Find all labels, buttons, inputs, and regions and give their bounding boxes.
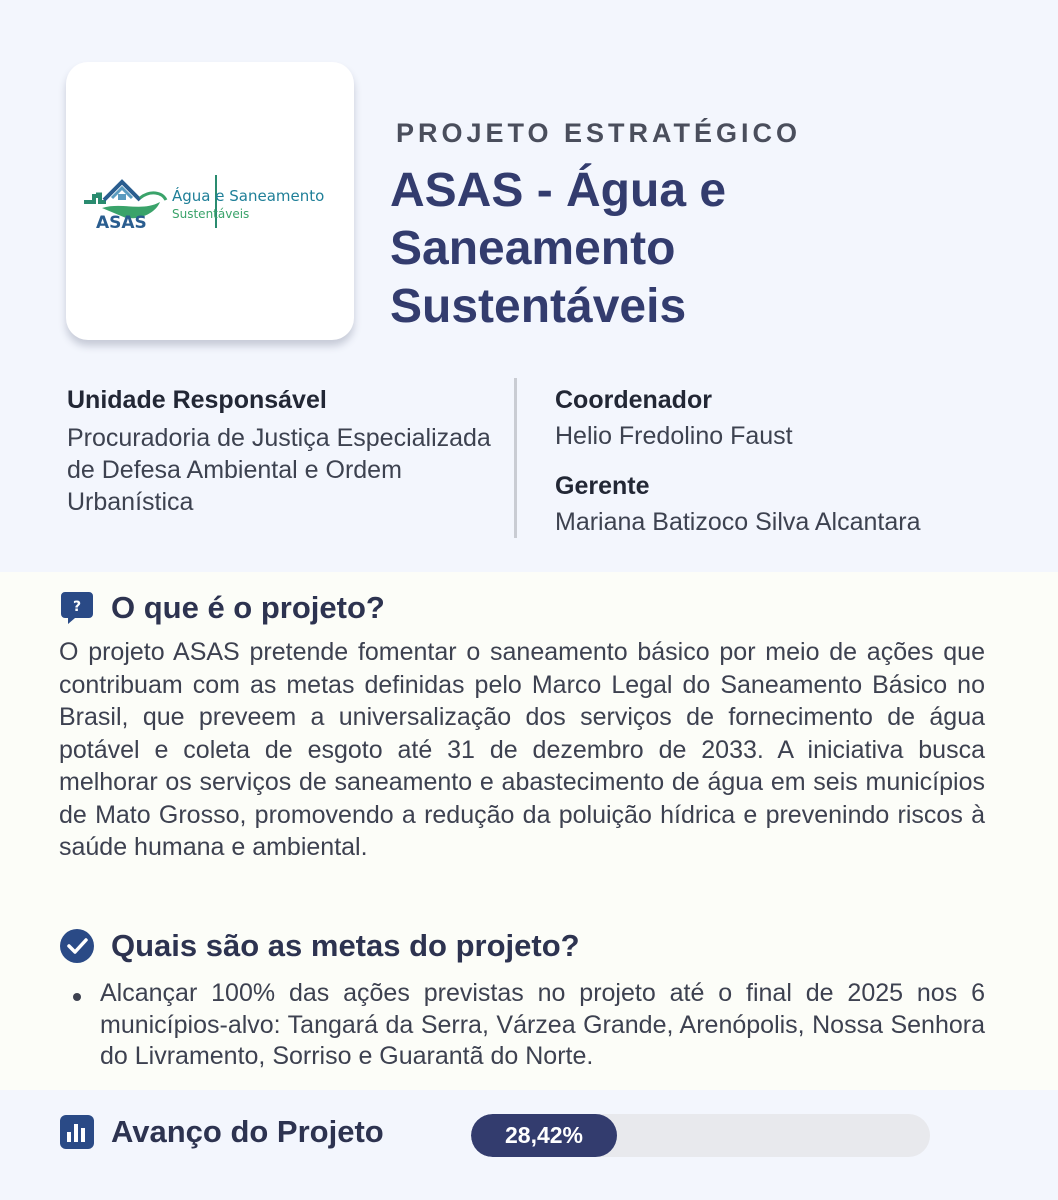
goals-heading-row	[59, 928, 580, 964]
progress-fill	[471, 1114, 617, 1157]
unit-block	[67, 384, 497, 518]
logo-subtitle: Sustentáveis	[172, 207, 250, 221]
progress-heading-row	[59, 1114, 384, 1150]
progress-label: Avanço do Projeto	[111, 1114, 384, 1149]
check-circle-icon	[59, 928, 95, 964]
page-title: ASAS - Água e Saneamento Sustentáveis	[390, 164, 727, 333]
progress-value: 28,42%	[504, 1122, 583, 1148]
logo-card	[66, 62, 354, 340]
logo-title: Água e Saneamento	[172, 187, 325, 205]
info-divider	[514, 378, 517, 538]
people-block	[555, 384, 1015, 538]
svg-text:ASAS: ASAS	[96, 213, 147, 232]
content-section	[0, 572, 1058, 1090]
coordinator-value: Helio Fredolino Faust	[555, 422, 793, 450]
goals-heading: Quais são as metas do projeto?	[111, 928, 580, 963]
bar-chart-icon	[59, 1114, 95, 1150]
bullet-dot	[73, 993, 81, 1001]
about-text: O projeto ASAS pretende fomentar o saneamento básico por meio de ações que contribuam com as metas definidas pelo Marco Legal do Saneamento Básico no Brasil, que preveem a universalização dos serviços de fornecimento de água potável e coleta de esgoto até 31 de dezembro de 2033. A iniciativa busca melhorar os serviços de saneamento e abastecimento de água em seis municípios de Mato Grosso, promovendo a redução da poluição hídrica e prevenindo riscos à saúde humana e ambiental.	[59, 638, 985, 861]
progress-track	[471, 1114, 930, 1157]
about-heading-row	[59, 590, 385, 626]
unit-value: Procuradoria de Justiça Especializada de Defesa Ambiental e Ordem Urbanística	[67, 424, 491, 516]
goal-item: Alcançar 100% das ações previstas no projeto até o final de 2025 nos 6 municípios-alvo: Tangará da Serra, Várzea Grande, Arenópolis, Nossa Senhora do Livramento, Sorriso e Guarantã do Norte.	[100, 979, 985, 1070]
manager-value: Mariana Batizoco Silva Alcantara	[555, 508, 921, 536]
unit-label: Unidade Responsável	[67, 386, 327, 414]
eyebrow-label: PROJETO ESTRATÉGICO	[396, 118, 802, 148]
question-bubble-icon	[59, 590, 95, 626]
svg-text:?: ?	[72, 599, 82, 615]
coordinator-label: Coordenador	[555, 386, 712, 414]
manager-label: Gerente	[555, 472, 650, 500]
about-heading: O que é o projeto?	[111, 590, 385, 625]
